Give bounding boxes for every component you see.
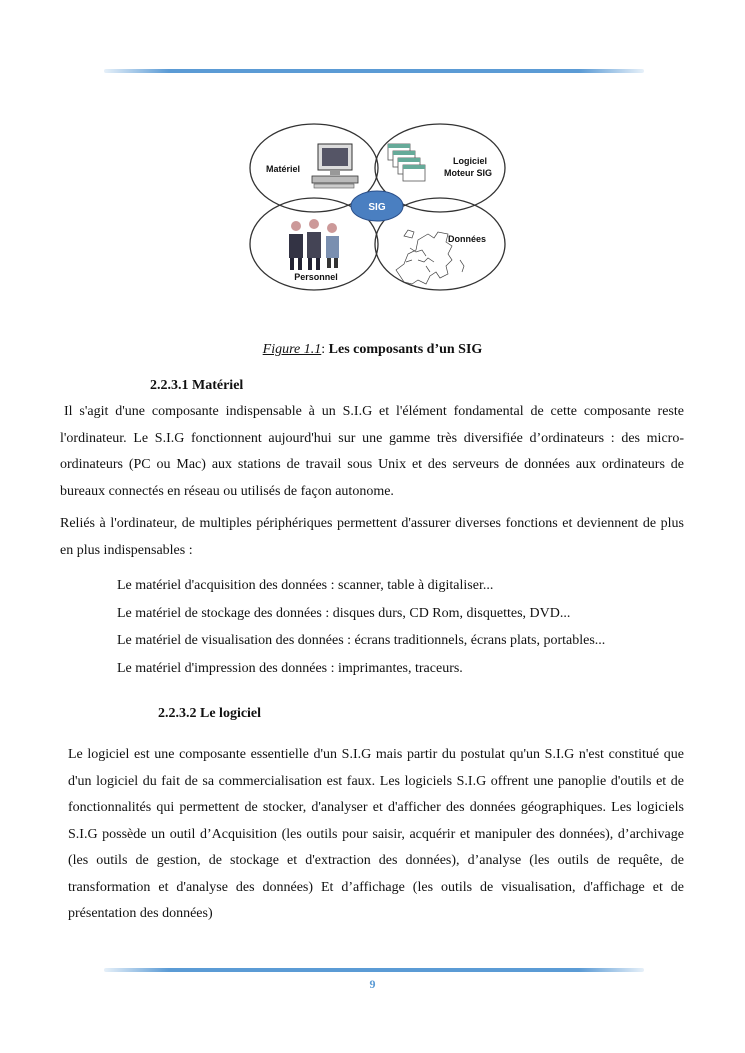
- list-item: Le matériel d'impression des données : imprimantes, traceurs.: [117, 661, 463, 677]
- materiel-paragraph-1: Il s'agit d'une composante indispensable à un S.I.G et l'élément fondamental de cette composante reste l'ordinateur. Le S.I.G fonctionnent aujourd'hui sur une gamme très diversifiée d’ordinateurs : des micro-ordinateurs (PC ou Mac) aux stations de travail sous Unix et des serveurs de données aux ordinateurs de bureaux connectés en réseau ou utilisés de façon autonome.: [60, 404, 684, 499]
- section-heading-logiciel: 2.2.3.2 Le logiciel: [158, 706, 262, 721]
- personnel-label: Personnel: [294, 272, 338, 282]
- sig-components-figure: [246, 120, 512, 298]
- software-windows-icon: [388, 144, 425, 181]
- figure-caption: [0, 342, 745, 358]
- donnees-label: Données: [448, 234, 487, 244]
- list-item: Le matériel d'acquisition des données : scanner, table à digitaliser...: [117, 578, 494, 593]
- caption-separator: :: [321, 342, 326, 357]
- header-rule: [104, 69, 644, 73]
- figure-reference: Figure 1.1: [262, 342, 322, 357]
- sig-center-label: SIG: [368, 202, 386, 213]
- moteur-sig-label: Moteur SIG: [443, 168, 493, 178]
- materiel-paragraph-2: Reliés à l'ordinateur, de multiples périphériques permettent d'assurer diverses fonctions et deviennent de plus en plus indispensables :: [60, 516, 684, 558]
- caption-text: Les composants d’un SIG: [325, 342, 483, 357]
- people-icon: [289, 219, 339, 270]
- section-heading-materiel: 2.2.3.1 Matériel: [150, 378, 244, 393]
- peripherals-list: [117, 576, 605, 687]
- footer-rule: [104, 968, 644, 972]
- logiciel-paragraph: Le logiciel est une composante essentielle d'un S.I.G mais partir du postulat qu'un S.I.G n'est constitué que d'un logiciel du fait de sa commercialisation est faux. Les logiciels S.I.G offrent une panoplie d'outils et de fonctionnalités qui permettent de stocker, d'analyser et d'afficher des données géographiques. Les logiciels S.I.G possède un outil d’Acquisition (les outils pour saisir, acquérir et manipuler des données), d’archivage (les outils de gestion, de stockage et d'extraction des données), d’analyse (les outils de requête, de transformation et d'analyse des données) Et d’affichage (les outils de visualisation, d'affichage et de présentation des données): [68, 747, 684, 921]
- list-item: Le matériel de visualisation des données : écrans traditionnels, écrans plats, portables...: [117, 633, 606, 649]
- logiciel-label: Logiciel: [452, 156, 488, 166]
- page-number: 9: [369, 977, 376, 991]
- list-item: Le matériel de stockage des données : disques durs, CD Rom, disquettes, DVD...: [117, 605, 571, 621]
- computer-icon: [312, 144, 358, 188]
- materiel-label: Matériel: [266, 164, 301, 174]
